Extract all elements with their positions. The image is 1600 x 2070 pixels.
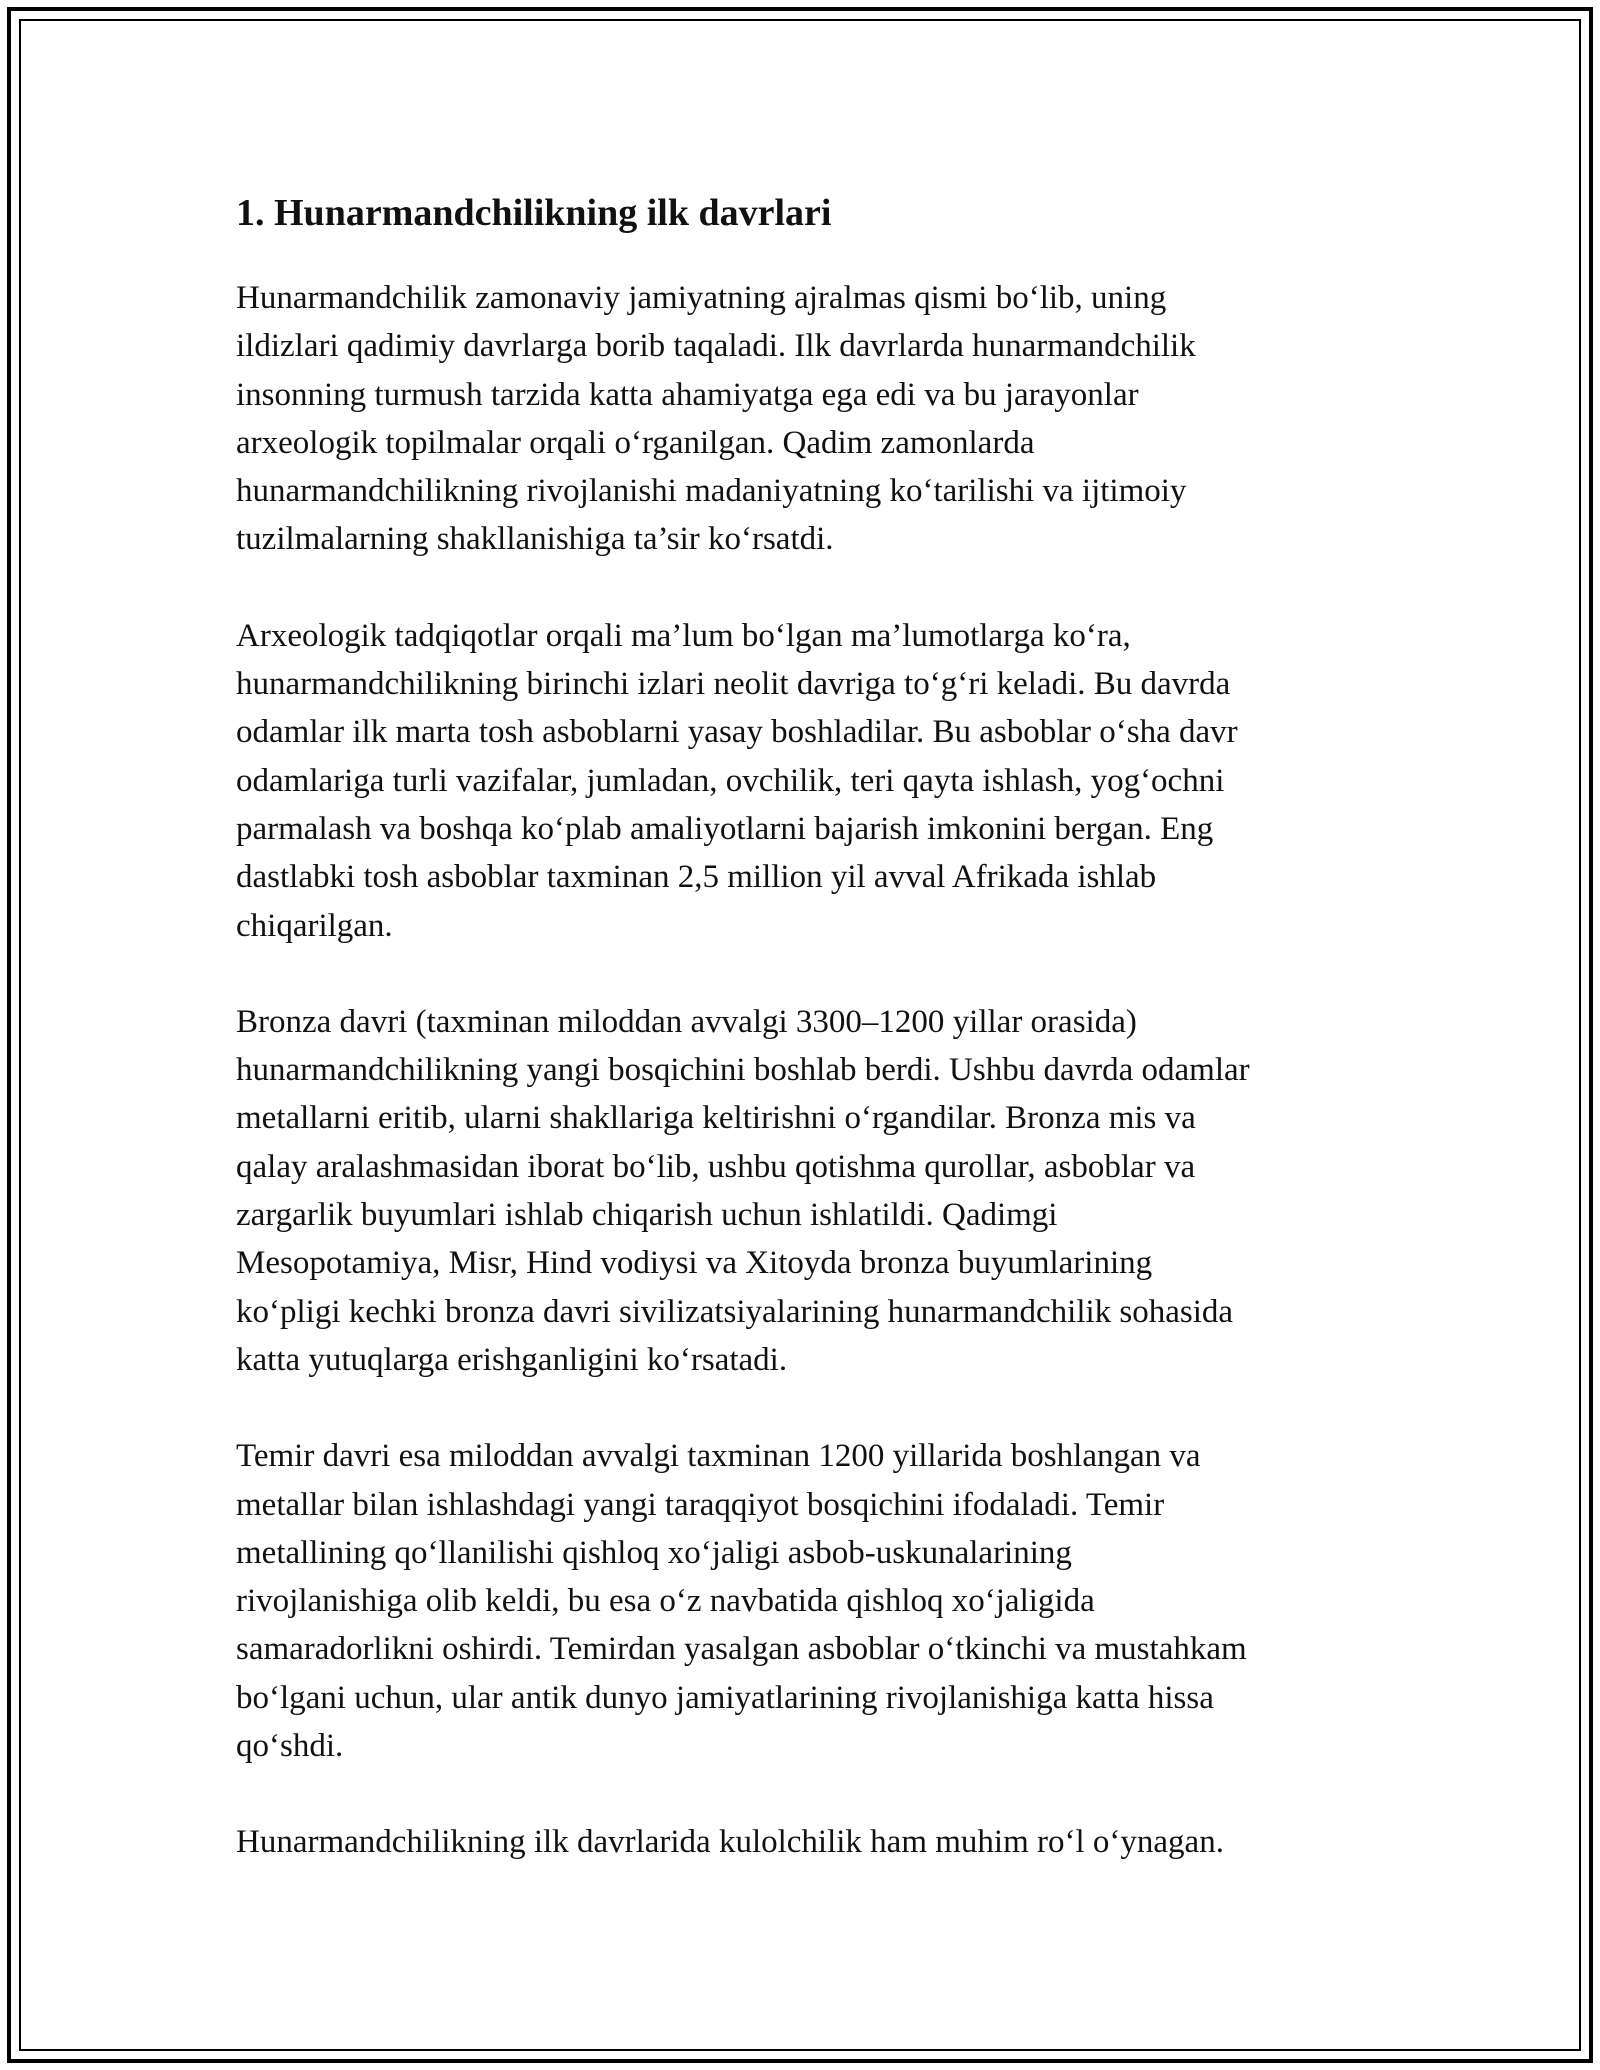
paragraph-pottery: Hunarmandchilikning ilk davrlarida kulolchilik ham muhim ro‘l o‘ynagan. xyxy=(236,1824,1224,1861)
paragraph-neolithic: Arxeologik tadqiqotlar orqali ma’lum bo‘lgan ma’lumotlarga ko‘ra, hunarmandchilikning birinchi izlari neolit davriga to‘g‘ri keladi. Bu davrda odamlar ilk marta tosh asboblarni yasay boshladilar. Bu asboblar o‘sha davr odamlariga turli vazifalar, jumladan, ovchilik, teri qayta ishlash, yog‘ochni parmalash va boshqa ko‘plab amaliyotlarni bajarish imkonini bergan. Eng dastlabki tosh asboblar taxminan 2,5 million yil avval Afrikada ishlab chiqarilgan. xyxy=(236,617,1238,944)
section-heading: 1. Hunarmandchilikning ilk davrlari xyxy=(236,192,832,234)
paragraph-intro: Hunarmandchilik zamonaviy jamiyatning ajralmas qismi bo‘lib, uning ildizlari qadimiy davrlarga borib taqaladi. Ilk davrlarda hunarmandchilik insonning turmush tarzida katta ahamiyatga ega edi va bu jarayonlar arxeologik topilmalar orqali o‘rganilgan. Qadim zamonlarda hunarmandchilikning rivojlanishi madaniyatning ko‘tarilishi va ijtimoiy tuzilmalarning shakllanishiga ta’sir ko‘rsatdi. xyxy=(236,280,1196,558)
document-body xyxy=(236,186,1376,1915)
paragraph-bronze-age: Bronza davri (taxminan miloddan avvalgi 3300–1200 yillar orasida) hunarmandchilikning yangi bosqichini boshlab berdi. Ushbu davrda odamlar metallarni eritib, ularni shakllariga keltirishni o‘rgandilar. Bronza mis va qalay aralashmasidan iborat bo‘lib, ushbu qotishma qurollar, asboblar va zargarlik buyumlari ishlab chiqarish uchun ishlatildi. Qadimgi Mesopotamiya, Misr, Hind vodiysi va Xitoyda bronza buyumlarining ko‘pligi kechki bronza davri sivilizatsiyalarining hunarmandchilik sohasida katta yutuqlarga erishganligini ko‘rsatadi. xyxy=(236,1003,1250,1378)
paragraph-iron-age: Temir davri esa miloddan avvalgi taxminan 1200 yillarida boshlangan va metallar bilan ishlashdagi yangi taraqqiyot bosqichini ifodaladi. Temir metallining qo‘llanilishi qishloq xo‘jaligi asbob-uskunalarining rivojlanishiga olib keldi, bu esa o‘z navbatida qishloq xo‘jaligida samaradorlikni oshirdi. Temirdan yasalgan asboblar o‘tkinchi va mustahkam bo‘lgani uchun, ular antik dunyo jamiyatlarining rivojlanishiga katta hissa qo‘shdi. xyxy=(236,1438,1247,1765)
